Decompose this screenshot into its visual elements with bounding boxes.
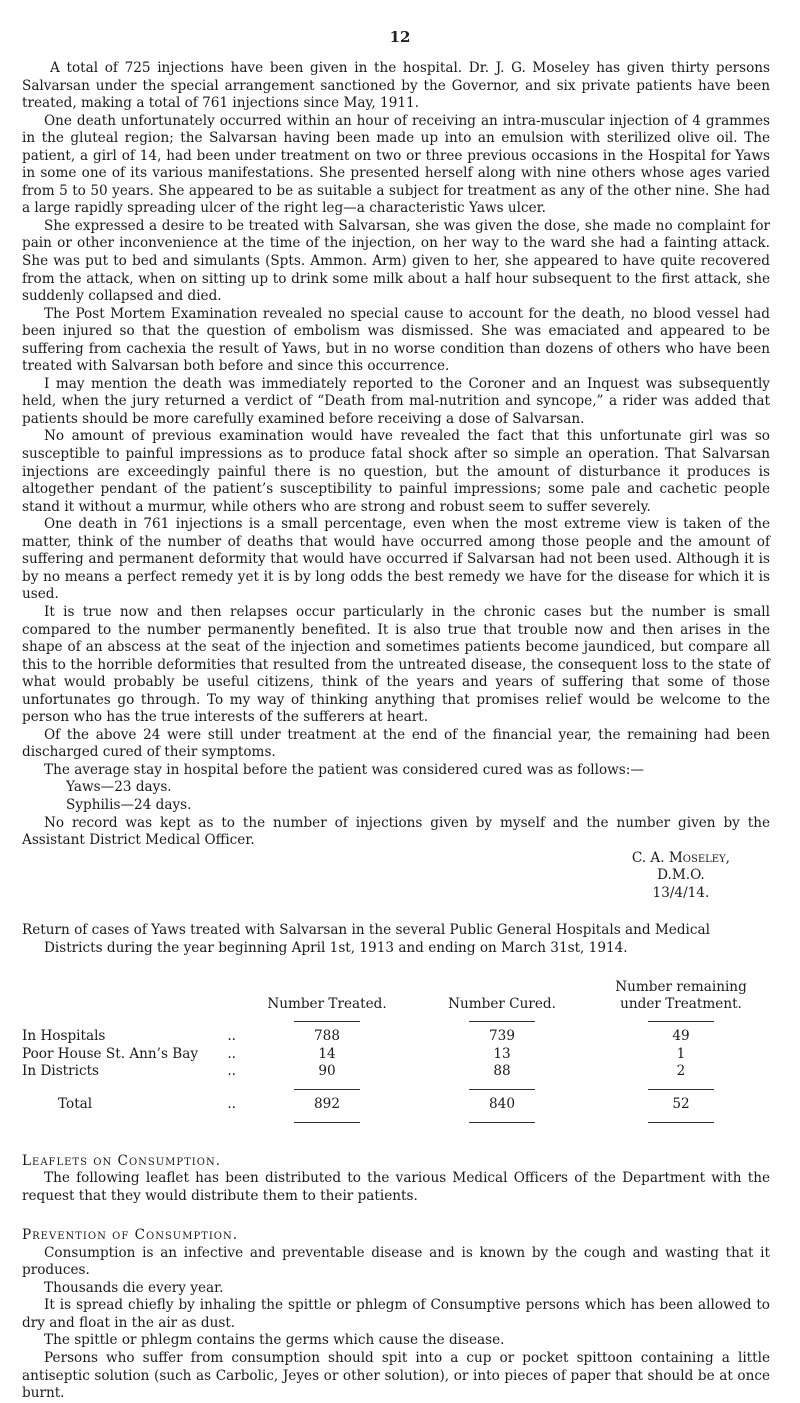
cell-cured: 739 [489, 1028, 515, 1045]
page-number: 12 [389, 28, 411, 46]
cell-remaining: 1 [676, 1045, 686, 1062]
document-body [22, 60, 770, 1403]
table-row [22, 1063, 770, 1081]
header-treated: Number Treated. [267, 996, 387, 1013]
table-row [22, 1028, 770, 1046]
total-treated: 892 [314, 1095, 340, 1112]
paragraph: Of the above 24 were still under treatment at the end of the financial year, the remaining had been discharged cured of their symptoms. [22, 726, 770, 761]
row-dots: .. [227, 1045, 236, 1062]
header-remaining-line-1: Number remaining [615, 979, 747, 996]
paragraph: One death in 761 injections is a small percentage, even when the most extreme view is taken of the matter, think of the number of deaths that would have occurred among those people and the amount of suffering and permanent deformity that would have occurred if Salvarsan had not been used. Although it is by no means a perfect remedy yet it is by long odds the best remedy we have for the disease for which it is used. [22, 516, 770, 603]
paragraph: I may mention the death was immediately reported to the Coroner and an Inquest was subsequently held, when the jury returned a verdict of “Death from mal-nutrition and syncope,” a rider was added that patients should be more carefully examined before receiving a dose of Salvarsan. [22, 375, 770, 427]
prevention-paragraph: The spittle or phlegm contains the germs which cause the disease. [44, 1332, 505, 1349]
header-remaining-line-2: under Treatment. [620, 996, 742, 1013]
table-header-row [22, 979, 770, 1013]
paragraph: Syphilis—24 days. [66, 796, 192, 813]
cell-remaining: 49 [672, 1028, 690, 1045]
paragraph: The average stay in hospital before the patient was considered cured was as follows:— [44, 761, 644, 778]
prevention-heading: Prevention of Consumption. [22, 1227, 239, 1244]
signature-date: 13/4/14. [652, 884, 710, 901]
table-rule [22, 1114, 770, 1129]
cell-cured: 88 [493, 1063, 511, 1080]
leaflets-paragraph: The following leaflet has been distributed to the various Medical Officers of the Department with the request that they would distribute them to their patients. [22, 1170, 770, 1204]
row-dots: .. [227, 1063, 236, 1080]
total-dots: .. [227, 1095, 236, 1112]
paragraph: One death unfortunately occurred within an hour of receiving an intra-muscular injection of 4 grammes in the gluteal region; the Salvarsan having been made up into an emulsion with sterilized olive oil. The patient, a girl of 14, had been under treatment on two or three previous occasions in the Hospital for Yaws in some one of its various manifestations. She presented herself along with nine others whose ages varied from 5 to 50 years. She appeared to be as suitable a subject for treatment as any of the other nine. She had a large rapidly spreading ulcer of the right leg—a characteristic Yaws ulcer. [22, 112, 770, 217]
cell-treated: 90 [318, 1063, 336, 1080]
cell-treated: 14 [318, 1045, 336, 1062]
total-remaining: 52 [672, 1095, 690, 1112]
signature-block [22, 850, 770, 903]
header-cured: Number Cured. [448, 996, 556, 1013]
table-total-row [22, 1096, 770, 1114]
row-dots: .. [227, 1028, 236, 1045]
prevention-paragraph: It is spread chiefly by inhaling the spittle or phlegm of Consumptive persons which has been allowed to dry and float in the air as dust. [22, 1297, 770, 1331]
header-remaining [592, 979, 770, 1013]
leaflets-heading: Leaflets on Consumption. [22, 1152, 222, 1169]
cell-treated: 788 [314, 1028, 340, 1045]
signature-title: D.M.O. [657, 867, 705, 884]
total-label: Total [58, 1095, 93, 1112]
total-cured: 840 [489, 1095, 515, 1112]
prevention-paragraph: Consumption is an infective and preventable disease and is known by the cough and wasting that it produces. [22, 1244, 770, 1279]
return-title-line-2: Districts during the year beginning April 1st, 1913 and ending on March 31st, 1914. [44, 939, 628, 956]
paragraph: It is true now and then relapses occur particularly in the chronic cases but the number is small compared to the number permanently benefited. It is also true that trouble now and then arises in the shape of an abscess at the seat of the injection and sometimes patients become jaundiced, but compare all this to the horrible deformities that resulted from the untreated disease, the consequent loss to the state of what would probably be useful citizens, think of the years and years of suffering that some of those unfortunates go through. To my way of thinking anything that promises relief would be welcome to the person who has the true interests of the sufferers at heart. [22, 603, 770, 726]
paragraph: No record was kept as to the number of injections given by myself and the number given by the Assistant District Medical Officer. [22, 814, 770, 849]
table-rule [22, 1081, 770, 1096]
header-label-blank [22, 979, 242, 1013]
return-title-line-1: Return of cases of Yaws treated with Salvarsan in the several Public General Hospitals and Medical [22, 922, 710, 939]
row-label: In Hospitals [22, 1028, 106, 1045]
table-row [22, 1046, 770, 1064]
paragraph: Yaws—23 days. [66, 779, 172, 796]
return-title [22, 922, 770, 957]
table-rule [22, 1013, 770, 1028]
paragraph: A total of 725 injections have been given in the hospital. Dr. J. G. Moseley has given thirty persons Salvarsan under the special arrangement sanctioned by the Governor, and six private patients have been treated, making a total of 761 injections since May, 1911. [22, 60, 770, 112]
row-label: Poor House St. Ann’s Bay [22, 1045, 199, 1062]
cell-cured: 13 [493, 1045, 511, 1062]
cases-table [22, 979, 770, 1128]
paragraph: She expressed a desire to be treated with Salvarsan, she was given the dose, she made no complaint for pain or other inconvenience at the time of the injection, on her way to the ward she had a fainting attack. She was put to bed and simulants (Spts. Ammon. Arm) given to her, she appeared to have quite recovered from the attack, when on sitting up to drink some milk about a half hour subsequent to the first attack, she suddenly collapsed and died. [22, 217, 770, 305]
prevention-paragraph: Thousands die every year. [44, 1279, 224, 1296]
row-label: In Districts [22, 1063, 100, 1080]
signature-name: C. A. Moseley, [631, 849, 730, 866]
paragraph: The Post Mortem Examination revealed no special cause to account for the death, no blood vessel had been injured so that the question of embolism was dismissed. She was emaciated and appeared to be suffering from cachexia the result of Yaws, but in no worse condition than dozens of others who have been treated with Salvarsan both before and since this occurrence. [22, 305, 770, 375]
cell-remaining: 2 [676, 1063, 686, 1080]
paragraph: No amount of previous examination would have revealed the fact that this unfortunate girl was so susceptible to painful impressions as to produce fatal shock after so simple an operation. That Salvarsan injections are exceedingly painful there is no question, but the amount of disturbance it produces is altogether pendant of the patient’s susceptibility to painful impressions; some pale and cachetic people stand it without a murmur, while others who are strong and robust seem to suffer severely. [22, 428, 770, 515]
prevention-paragraph: Persons who suffer from consumption should spit into a cup or pocket spittoon containing a little antiseptic solution (such as Carbolic, Jeyes or other solution), or into pieces of paper that should be at once burnt. [22, 1350, 770, 1402]
